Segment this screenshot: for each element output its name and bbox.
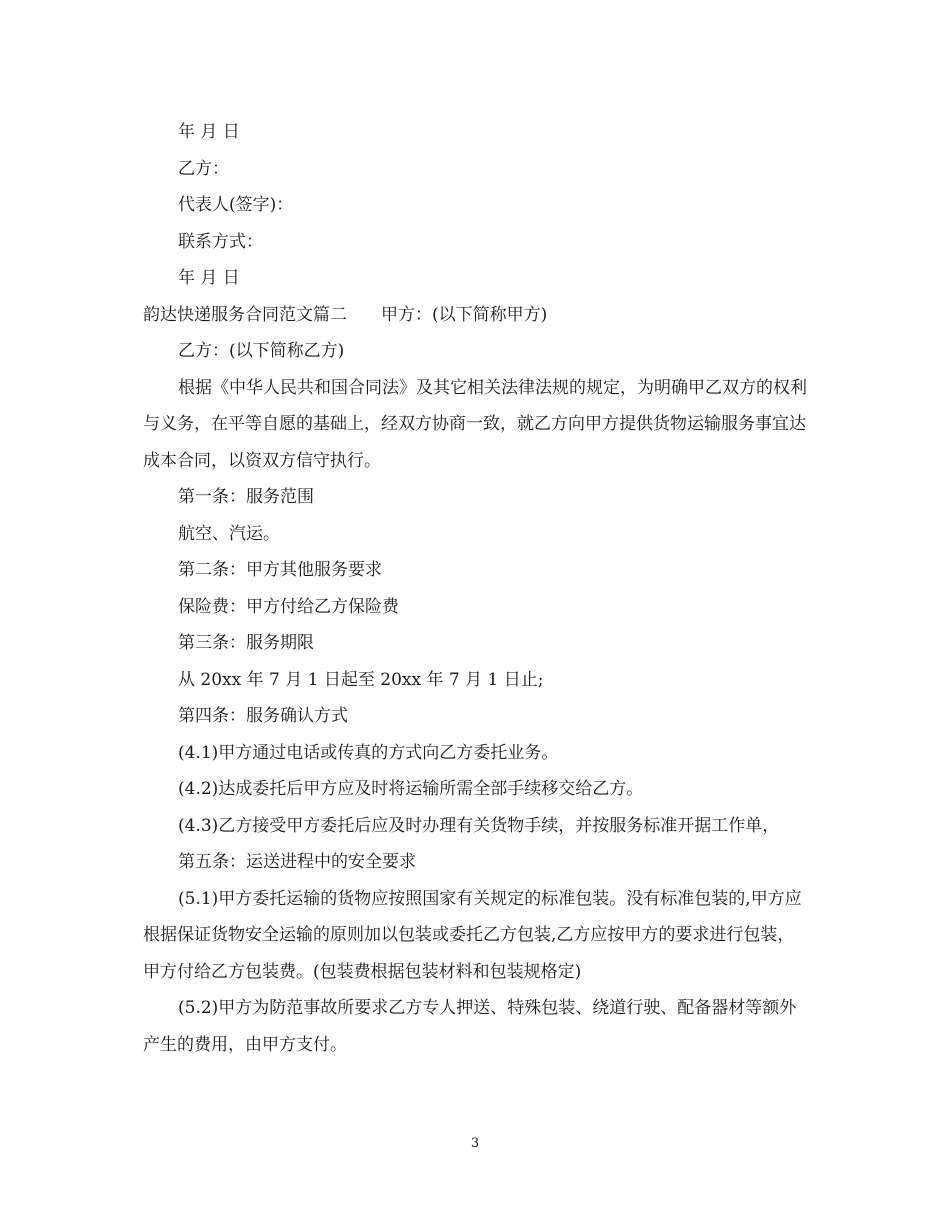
preamble-paragraph: 根据《中华人民共和国合同法》及其它相关法律法规的规定，为明确甲乙双方的权利与义务，在平等自愿的基础上，经双方协商一致，就乙方向甲方提供货物运输服务事宜达成本合同，以资双方信守执行。	[143, 377, 807, 471]
clause-4-2: (4.2)达成委托后甲方应及时将运输所需全部手续移交给乙方。	[178, 779, 644, 799]
article-3-body: 从 20xx 年 7 月 1 日起至 20xx 年 7 月 1 日止;	[178, 669, 544, 690]
document-body	[143, 114, 808, 1063]
representative-signature-line: 代表人(签字)：	[178, 195, 294, 215]
article-1-body: 航空、汽运。	[178, 523, 280, 544]
party-b-definition: 乙方：(以下简称乙方)	[178, 341, 345, 361]
date-line: 年 月 日	[178, 122, 240, 142]
clause-5-2: (5.2)甲方为防范事故所要求乙方专人押送、特殊包装、绕道行驶、配备器材等额外产生的费用，由甲方支付。	[143, 998, 797, 1055]
clause-4-1: (4.1)甲方通过电话或传真的方式向乙方委托业务。	[178, 742, 559, 763]
article-5-heading: 第五条：运送进程中的安全要求	[178, 852, 416, 872]
article-1-heading: 第一条：服务范围	[178, 487, 314, 507]
contact-line: 联系方式：	[178, 231, 263, 252]
date-line: 年 月 日	[178, 268, 240, 288]
article-3-heading: 第三条：服务期限	[178, 633, 314, 653]
clause-4-3: (4.3)乙方接受甲方委托后应及时办理有关货物手续，并按服务标准开据工作单，	[178, 815, 780, 836]
party-b-line: 乙方：	[178, 158, 229, 179]
clause-5-1: (5.1)甲方委托运输的货物应按照国家有关规定的标准包装。没有标准包装的,甲方应根据保证货物安全运输的原则加以包装或委托乙方包装,乙方应按甲方的要求进行包装，甲方付给乙方包装费。(包装费根据包装材料和包装规格定)	[143, 888, 802, 982]
article-2-heading: 第二条：甲方其他服务要求	[178, 560, 382, 580]
article-4-heading: 第四条：服务确认方式	[178, 706, 348, 726]
page-number: 3	[470, 1136, 480, 1151]
section-title-party-a: 韵达快递服务合同范文篇二 甲方：(以下简称甲方)	[143, 304, 548, 325]
article-2-body: 保险费：甲方付给乙方保险费	[178, 596, 399, 617]
